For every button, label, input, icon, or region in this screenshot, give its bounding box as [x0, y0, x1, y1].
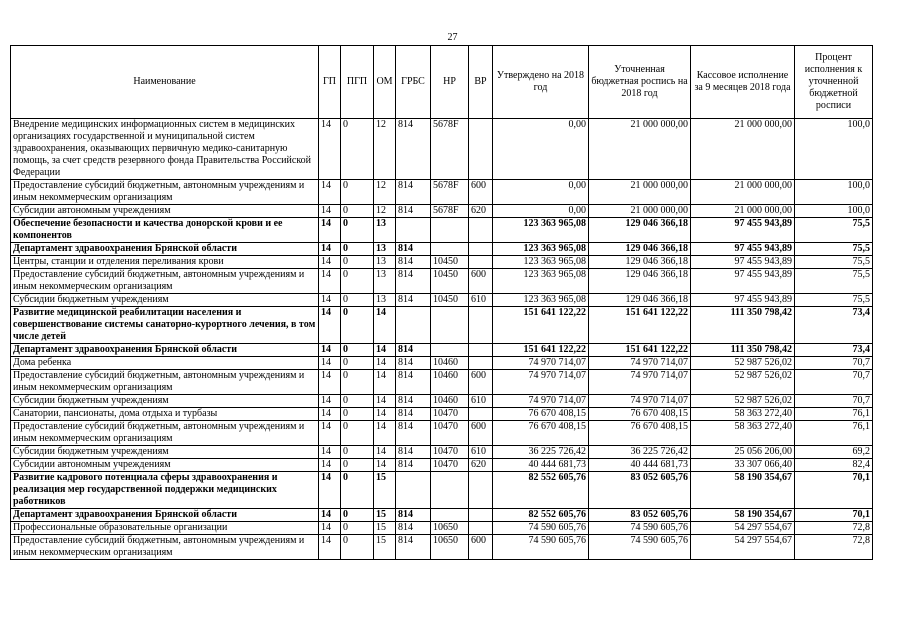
header-name: Наименование [11, 46, 319, 119]
cell-name: Предоставление субсидий бюджетным, автономным учреждениям и иным некоммерческим организациям [11, 421, 319, 446]
cell-grbs: 814 [396, 509, 431, 522]
cell-gp: 14 [319, 119, 341, 180]
header-gp: ГП [319, 46, 341, 119]
cell-grbs: 814 [396, 395, 431, 408]
cell-percent: 100,0 [795, 119, 873, 180]
cell-pgp: 0 [341, 421, 374, 446]
cell-cash: 52 987 526,02 [691, 357, 795, 370]
cell-percent: 76,1 [795, 421, 873, 446]
cell-name: Департамент здравоохранения Брянской области [11, 344, 319, 357]
cell-name: Санатории, пансионаты, дома отдыха и турбазы [11, 408, 319, 421]
cell-om: 13 [374, 269, 396, 294]
cell-cash: 58 190 354,67 [691, 472, 795, 509]
cell-om: 15 [374, 535, 396, 560]
table-row [11, 269, 873, 294]
cell-approved: 0,00 [493, 205, 589, 218]
cell-np: 10450 [431, 294, 469, 307]
cell-approved: 76 670 408,15 [493, 421, 589, 446]
cell-vr [469, 357, 493, 370]
cell-approved: 123 363 965,08 [493, 243, 589, 256]
cell-om: 13 [374, 218, 396, 243]
cell-pgp: 0 [341, 535, 374, 560]
cell-approved: 36 225 726,42 [493, 446, 589, 459]
table-row [11, 522, 873, 535]
cell-refined: 129 046 366,18 [589, 294, 691, 307]
header-cash: Кассовое исполнение за 9 месяцев 2018 года [691, 46, 795, 119]
cell-percent: 75,5 [795, 256, 873, 269]
cell-cash: 97 455 943,89 [691, 243, 795, 256]
cell-om: 12 [374, 180, 396, 205]
cell-grbs: 814 [396, 180, 431, 205]
cell-np: 10460 [431, 357, 469, 370]
cell-np: 10460 [431, 395, 469, 408]
cell-cash: 97 455 943,89 [691, 269, 795, 294]
cell-gp: 14 [319, 446, 341, 459]
cell-grbs: 814 [396, 205, 431, 218]
cell-percent: 70,7 [795, 370, 873, 395]
cell-om: 14 [374, 307, 396, 344]
page-number: 27 [447, 32, 458, 43]
table-row [11, 344, 873, 357]
cell-np: 10460 [431, 370, 469, 395]
cell-vr: 610 [469, 395, 493, 408]
header-vr: ВР [469, 46, 493, 119]
cell-grbs: 814 [396, 421, 431, 446]
cell-gp: 14 [319, 408, 341, 421]
cell-vr [469, 344, 493, 357]
cell-pgp: 0 [341, 180, 374, 205]
cell-grbs: 814 [396, 446, 431, 459]
table-row [11, 421, 873, 446]
cell-gp: 14 [319, 535, 341, 560]
cell-np [431, 218, 469, 243]
cell-om: 14 [374, 421, 396, 446]
cell-approved: 0,00 [493, 180, 589, 205]
cell-om: 14 [374, 446, 396, 459]
cell-approved: 123 363 965,08 [493, 256, 589, 269]
cell-vr [469, 218, 493, 243]
cell-grbs: 814 [396, 522, 431, 535]
cell-vr: 620 [469, 205, 493, 218]
cell-om: 12 [374, 119, 396, 180]
cell-approved: 0,00 [493, 119, 589, 180]
cell-np: 5678F [431, 180, 469, 205]
cell-vr [469, 307, 493, 344]
cell-np: 5678F [431, 205, 469, 218]
cell-name: Профессиональные образовательные организации [11, 522, 319, 535]
cell-grbs: 814 [396, 256, 431, 269]
cell-pgp: 0 [341, 294, 374, 307]
cell-refined: 21 000 000,00 [589, 119, 691, 180]
cell-pgp: 0 [341, 459, 374, 472]
cell-vr: 610 [469, 446, 493, 459]
cell-refined: 74 590 605,76 [589, 522, 691, 535]
cell-cash: 58 363 272,40 [691, 408, 795, 421]
cell-vr: 600 [469, 535, 493, 560]
cell-cash: 33 307 066,40 [691, 459, 795, 472]
cell-percent: 75,5 [795, 294, 873, 307]
header-pgp: ПГП [341, 46, 374, 119]
cell-pgp: 0 [341, 446, 374, 459]
cell-om: 12 [374, 205, 396, 218]
cell-pgp: 0 [341, 509, 374, 522]
cell-name: Предоставление субсидий бюджетным, автономным учреждениям и иным некоммерческим организациям [11, 269, 319, 294]
table-row [11, 243, 873, 256]
cell-np: 10470 [431, 408, 469, 421]
cell-percent: 73,4 [795, 344, 873, 357]
cell-np: 10470 [431, 421, 469, 446]
cell-pgp: 0 [341, 243, 374, 256]
table-row [11, 119, 873, 180]
cell-name: Субсидии бюджетным учреждениям [11, 294, 319, 307]
header-np: НР [431, 46, 469, 119]
cell-percent: 75,5 [795, 218, 873, 243]
cell-cash: 25 056 206,00 [691, 446, 795, 459]
cell-refined: 129 046 366,18 [589, 256, 691, 269]
cell-gp: 14 [319, 269, 341, 294]
cell-name: Субсидии автономным учреждениям [11, 205, 319, 218]
table-row [11, 408, 873, 421]
cell-om: 13 [374, 294, 396, 307]
cell-name: Департамент здравоохранения Брянской области [11, 509, 319, 522]
cell-vr [469, 408, 493, 421]
cell-refined: 74 970 714,07 [589, 357, 691, 370]
cell-pgp: 0 [341, 395, 374, 408]
cell-cash: 21 000 000,00 [691, 180, 795, 205]
table-row [11, 294, 873, 307]
table-row [11, 535, 873, 560]
cell-refined: 129 046 366,18 [589, 243, 691, 256]
cell-vr: 610 [469, 294, 493, 307]
header-om: ОМ [374, 46, 396, 119]
cell-grbs: 814 [396, 269, 431, 294]
cell-approved: 151 641 122,22 [493, 344, 589, 357]
cell-approved: 82 552 605,76 [493, 472, 589, 509]
cell-percent: 75,5 [795, 243, 873, 256]
cell-vr [469, 522, 493, 535]
cell-pgp: 0 [341, 408, 374, 421]
cell-np: 10450 [431, 256, 469, 269]
cell-gp: 14 [319, 243, 341, 256]
header-grbs: ГРБС [396, 46, 431, 119]
cell-refined: 83 052 605,76 [589, 509, 691, 522]
table-row [11, 256, 873, 269]
cell-cash: 21 000 000,00 [691, 119, 795, 180]
cell-name: Предоставление субсидий бюджетным, автономным учреждениям и иным некоммерческим организациям [11, 180, 319, 205]
cell-name: Предоставление субсидий бюджетным, автономным учреждениям и иным некоммерческим организациям [11, 535, 319, 560]
cell-percent: 82,4 [795, 459, 873, 472]
cell-om: 14 [374, 395, 396, 408]
cell-vr [469, 472, 493, 509]
cell-percent: 100,0 [795, 180, 873, 205]
cell-pgp: 0 [341, 119, 374, 180]
cell-vr: 600 [469, 269, 493, 294]
cell-pgp: 0 [341, 370, 374, 395]
cell-grbs: 814 [396, 243, 431, 256]
cell-refined: 36 225 726,42 [589, 446, 691, 459]
cell-refined: 21 000 000,00 [589, 180, 691, 205]
cell-pgp: 0 [341, 256, 374, 269]
cell-approved: 76 670 408,15 [493, 408, 589, 421]
cell-approved: 74 970 714,07 [493, 395, 589, 408]
cell-vr [469, 256, 493, 269]
table-row [11, 395, 873, 408]
cell-name: Обеспечение безопасности и качества донорской крови и ее компонентов [11, 218, 319, 243]
cell-name: Субсидии автономным учреждениям [11, 459, 319, 472]
cell-vr [469, 509, 493, 522]
cell-grbs: 814 [396, 459, 431, 472]
cell-refined: 151 641 122,22 [589, 344, 691, 357]
cell-percent: 69,2 [795, 446, 873, 459]
cell-pgp: 0 [341, 344, 374, 357]
cell-np [431, 509, 469, 522]
cell-np: 10450 [431, 269, 469, 294]
cell-pgp: 0 [341, 205, 374, 218]
cell-gp: 14 [319, 205, 341, 218]
cell-om: 14 [374, 357, 396, 370]
cell-grbs: 814 [396, 119, 431, 180]
cell-percent: 100,0 [795, 205, 873, 218]
cell-cash: 52 987 526,02 [691, 370, 795, 395]
cell-np [431, 243, 469, 256]
cell-name: Предоставление субсидий бюджетным, автономным учреждениям и иным некоммерческим организациям [11, 370, 319, 395]
cell-pgp: 0 [341, 269, 374, 294]
cell-pgp: 0 [341, 218, 374, 243]
cell-om: 14 [374, 408, 396, 421]
cell-approved: 40 444 681,73 [493, 459, 589, 472]
cell-refined: 74 970 714,07 [589, 395, 691, 408]
cell-approved: 82 552 605,76 [493, 509, 589, 522]
cell-grbs [396, 218, 431, 243]
cell-approved: 151 641 122,22 [493, 307, 589, 344]
cell-vr [469, 243, 493, 256]
cell-cash: 97 455 943,89 [691, 294, 795, 307]
cell-percent: 73,4 [795, 307, 873, 344]
header-approved: Утверждено на 2018 год [493, 46, 589, 119]
cell-percent: 70,7 [795, 395, 873, 408]
cell-om: 14 [374, 459, 396, 472]
cell-grbs [396, 307, 431, 344]
cell-om: 15 [374, 472, 396, 509]
cell-cash: 58 190 354,67 [691, 509, 795, 522]
cell-refined: 83 052 605,76 [589, 472, 691, 509]
cell-approved: 74 590 605,76 [493, 522, 589, 535]
cell-vr: 620 [469, 459, 493, 472]
cell-cash: 97 455 943,89 [691, 256, 795, 269]
cell-approved: 74 590 605,76 [493, 535, 589, 560]
cell-np: 10470 [431, 459, 469, 472]
cell-pgp: 0 [341, 472, 374, 509]
cell-om: 15 [374, 522, 396, 535]
cell-om: 13 [374, 243, 396, 256]
table-body [11, 119, 873, 560]
cell-om: 14 [374, 370, 396, 395]
cell-grbs [396, 472, 431, 509]
table-row [11, 307, 873, 344]
cell-cash: 54 297 554,67 [691, 522, 795, 535]
cell-np: 10650 [431, 535, 469, 560]
cell-percent: 70,7 [795, 357, 873, 370]
cell-cash: 111 350 798,42 [691, 307, 795, 344]
cell-percent: 72,8 [795, 522, 873, 535]
cell-percent: 72,8 [795, 535, 873, 560]
cell-cash: 58 363 272,40 [691, 421, 795, 446]
cell-refined: 74 590 605,76 [589, 535, 691, 560]
cell-gp: 14 [319, 522, 341, 535]
cell-refined: 129 046 366,18 [589, 218, 691, 243]
table-row [11, 357, 873, 370]
cell-grbs: 814 [396, 344, 431, 357]
cell-name: Департамент здравоохранения Брянской области [11, 243, 319, 256]
cell-gp: 14 [319, 294, 341, 307]
cell-grbs: 814 [396, 357, 431, 370]
cell-gp: 14 [319, 509, 341, 522]
cell-grbs: 814 [396, 408, 431, 421]
cell-approved: 123 363 965,08 [493, 294, 589, 307]
cell-gp: 14 [319, 307, 341, 344]
cell-np: 5678F [431, 119, 469, 180]
cell-name: Центры, станции и отделения переливания крови [11, 256, 319, 269]
cell-vr: 600 [469, 180, 493, 205]
cell-np: 10650 [431, 522, 469, 535]
cell-pgp: 0 [341, 307, 374, 344]
cell-grbs: 814 [396, 370, 431, 395]
table-row [11, 472, 873, 509]
cell-gp: 14 [319, 459, 341, 472]
cell-gp: 14 [319, 180, 341, 205]
cell-cash: 97 455 943,89 [691, 218, 795, 243]
cell-approved: 123 363 965,08 [493, 218, 589, 243]
cell-cash: 52 987 526,02 [691, 395, 795, 408]
table-row [11, 509, 873, 522]
table-row [11, 218, 873, 243]
cell-refined: 21 000 000,00 [589, 205, 691, 218]
cell-percent: 76,1 [795, 408, 873, 421]
cell-refined: 76 670 408,15 [589, 421, 691, 446]
cell-cash: 21 000 000,00 [691, 205, 795, 218]
cell-approved: 123 363 965,08 [493, 269, 589, 294]
cell-gp: 14 [319, 370, 341, 395]
cell-pgp: 0 [341, 522, 374, 535]
cell-percent: 70,1 [795, 509, 873, 522]
cell-gp: 14 [319, 421, 341, 446]
cell-refined: 129 046 366,18 [589, 269, 691, 294]
cell-grbs: 814 [396, 294, 431, 307]
header-percent: Процент исполнения к уточненной бюджетной росписи [795, 46, 873, 119]
cell-pgp: 0 [341, 357, 374, 370]
cell-cash: 111 350 798,42 [691, 344, 795, 357]
cell-gp: 14 [319, 357, 341, 370]
cell-om: 13 [374, 256, 396, 269]
cell-np: 10470 [431, 446, 469, 459]
cell-refined: 74 970 714,07 [589, 370, 691, 395]
table-row [11, 370, 873, 395]
cell-percent: 70,1 [795, 472, 873, 509]
cell-refined: 151 641 122,22 [589, 307, 691, 344]
cell-approved: 74 970 714,07 [493, 370, 589, 395]
cell-om: 15 [374, 509, 396, 522]
cell-vr [469, 119, 493, 180]
header-refined: Уточненная бюджетная роспись на 2018 год [589, 46, 691, 119]
cell-gp: 14 [319, 472, 341, 509]
cell-gp: 14 [319, 344, 341, 357]
budget-table [10, 45, 873, 560]
cell-percent: 75,5 [795, 269, 873, 294]
table-row [11, 459, 873, 472]
cell-vr: 600 [469, 421, 493, 446]
cell-om: 14 [374, 344, 396, 357]
cell-name: Развитие кадрового потенциала сферы здравоохранения и реализация мер государственной поддержки медицинских работников [11, 472, 319, 509]
cell-gp: 14 [319, 218, 341, 243]
cell-grbs: 814 [396, 535, 431, 560]
cell-gp: 14 [319, 395, 341, 408]
cell-np [431, 344, 469, 357]
cell-cash: 54 297 554,67 [691, 535, 795, 560]
cell-gp: 14 [319, 256, 341, 269]
cell-np [431, 472, 469, 509]
cell-vr: 600 [469, 370, 493, 395]
cell-name: Субсидии бюджетным учреждениям [11, 446, 319, 459]
cell-approved: 74 970 714,07 [493, 357, 589, 370]
cell-name: Дома ребенка [11, 357, 319, 370]
cell-refined: 40 444 681,73 [589, 459, 691, 472]
cell-name: Субсидии бюджетным учреждениям [11, 395, 319, 408]
table-row [11, 446, 873, 459]
table-header-row [11, 46, 873, 119]
cell-name: Развитие медицинской реабилитации населения и совершенствование системы санаторно-курортного лечения, в том числе детей [11, 307, 319, 344]
cell-name: Внедрение медицинских информационных систем в медицинских организациях государственной и муниципальной систем здравоохранения, оказывающих первичную медико-санитарную помощь, за счет средств резервного фонда Правительства Российской Федерации [11, 119, 319, 180]
table-row [11, 205, 873, 218]
cell-refined: 76 670 408,15 [589, 408, 691, 421]
table-row [11, 180, 873, 205]
cell-np [431, 307, 469, 344]
